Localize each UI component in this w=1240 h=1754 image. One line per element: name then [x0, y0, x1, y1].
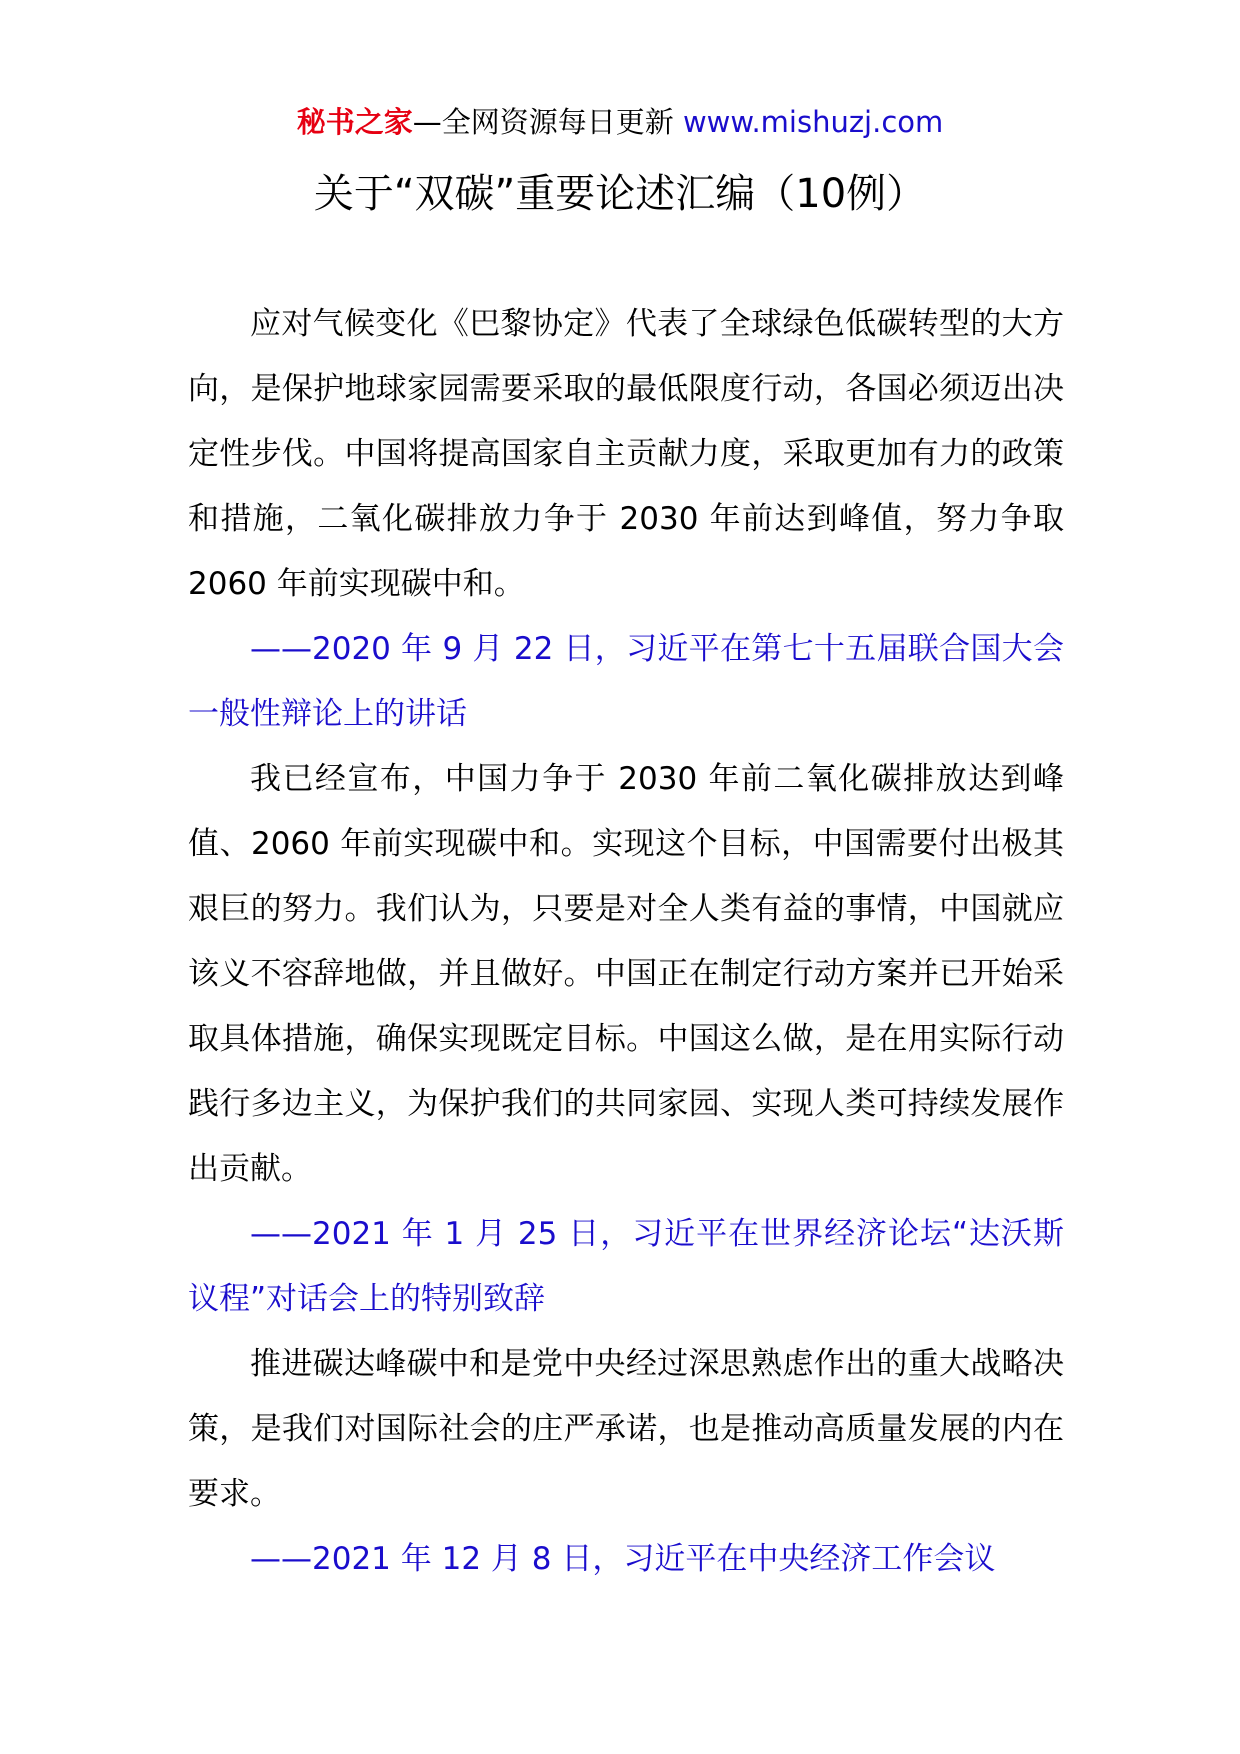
body-paragraph: 推进碳达峰碳中和是党中央经过深思熟虑作出的重大战略决策，是我们对国际社会的庄严承诺，也是推动高质量发展的内在要求。 — [188, 1346, 1064, 1512]
source-citation: ——2020 年 9 月 22 日，习近平在第七十五届联合国大会一般性辩论上的讲话 — [188, 631, 1064, 732]
site-url-link[interactable]: www.mishuzj.com — [682, 105, 944, 139]
document-body — [188, 292, 1064, 1592]
site-header — [0, 100, 1240, 144]
body-paragraph: 应对气候变化《巴黎协定》代表了全球绿色低碳转型的大方向，是保护地球家园需要采取的最低限度行动，各国必须迈出决定性步伐。中国将提高国家自主贡献力度，采取更加有力的政策和措施，二氧化碳排放力争于 2030 年前达到峰值，努力争取 2060 年前实现碳中和。 — [188, 306, 1064, 602]
site-tagline: —全网资源每日更新 — [412, 105, 683, 139]
page-title: 关于“双碳”重要论述汇编（10例） — [313, 171, 927, 217]
body-paragraph: 我已经宣布，中国力争于 2030 年前二氧化碳排放达到峰值、2060 年前实现碳中和。实现这个目标，中国需要付出极其艰巨的努力。我们认为，只要是对全人类有益的事情，中国就应该义不容辞地做，并且做好。中国正在制定行动方案并已开始采取具体措施，确保实现既定目标。中国这么做，是在用实际行动践行多边主义，为保护我们的共同家园、实现人类可持续发展作出贡献。 — [188, 761, 1064, 1187]
brand-name: 秘书之家 — [296, 105, 413, 139]
source-citation: ——2021 年 12 月 8 日，习近平在中央经济工作会议 — [250, 1541, 996, 1577]
source-citation: ——2021 年 1 月 25 日，习近平在世界经济论坛“达沃斯议程”对话会上的特别致辞 — [188, 1216, 1064, 1317]
